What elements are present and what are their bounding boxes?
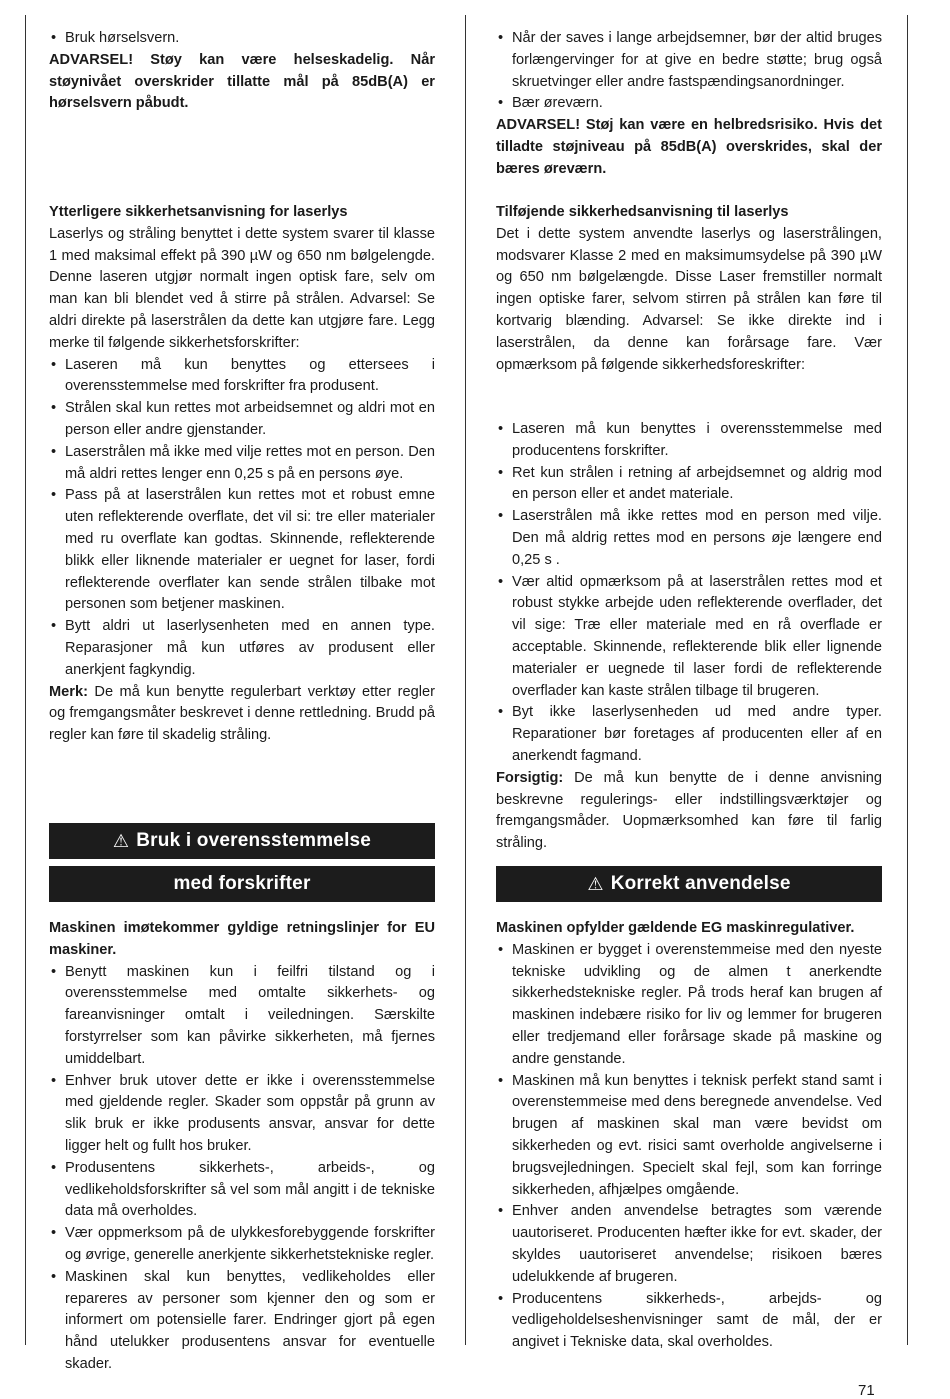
right-laser-section — [496, 202, 882, 376]
section-band-intended-use — [49, 823, 435, 859]
list-item: • Producentens sikkerheds-, arbejds- og vedligeholdelseshenvisninger samt de mål, der er angivet i Tekniske data, skal overholdes. — [496, 1289, 882, 1354]
laser-paragraph: Laserlys og stråling benyttet i dette system svarer til klasse 1 med maksimal effekt på 390 µW og 650 nm bølgelengde. Denne laseren utgjør normalt ingen optisk fare, selv om man kan bli blendet ved å stirre på strålen. Advarsel: Se aldri direkte på laserstrålen da dette kan utgjøre fare. Legg merke til følgende sikkerhetsforskrifter: — [49, 225, 435, 351]
list-item: • Strålen skal kun rettes mot arbeidsemnet og aldri mot en person eller andre gjenstander. — [49, 398, 435, 442]
caution-paragraph — [496, 768, 882, 855]
list-item: • Maskinen må kun benyttes i teknisk perfekt stand samt i overenstemmeise med dens beregnede anvendelse. Ved brugen af maskinen skal man være bevidst om sikkerheden og evt. risici samt overholde angivelserne i brugsvejledningen. Specielt skal fejl, som kan forringe sikkerheden, afhjælpes omgående. — [496, 1071, 882, 1202]
right-eg-section — [496, 918, 882, 1354]
noise-warning: ADVARSEL! Støj kan være en helbredsrisiko. Hvis det tilladte støjniveau på 85dB(A) overskrides, skal der bæres øreværn. — [496, 117, 882, 177]
laser-paragraph: Det i dette system anvendte laserlys og laserstrålingen, modsvarer Klasse 2 med en maksimumsydelse på 390 µW og 650 nm bølgelængde. Disse Laser fremstiller normalt ingen optiske farer, selvom stirren på strålen kan føre til kortvarig blænding. Advarsel: Se ikke direkte ind i laserstrålen, da denne kan forårsage fare. Vær opmærksom på følgende sikkerhedsforeskrifter: — [496, 225, 882, 373]
list-item: • Laserstrålen må ikke med vilje rettes mot en person. Den må aldri rettes lenger enn 0,25 s på en persons øye. — [49, 442, 435, 486]
note-paragraph — [49, 682, 435, 747]
left-laser-section — [49, 202, 435, 747]
left-intro — [49, 28, 435, 115]
laser-bullet-list — [49, 355, 435, 682]
right-intro — [496, 28, 882, 181]
hearing-bullet-list — [49, 28, 435, 50]
list-item: • Enhver anden anvendelse betragtes som værende uautoriseret. Producenten hæfter ikke for evt. skader, der skyldes uautoriseret anvendelse; risikoen bæres udelukkende af brugeren. — [496, 1201, 882, 1288]
list-item: • Bytt aldri ut laserlysenheten med en annen type. Reparasjoner må kun utføres av produsent eller anerkjent fagkyndig. — [49, 616, 435, 681]
list-item: • Laseren må kun benyttes i overensstemmelse med producentens forskrifter. — [496, 419, 882, 463]
list-item: • Ret kun strålen i retning af arbejdsemnet og aldrig mod en person eller et andet materiale. — [496, 463, 882, 507]
caution-text: De må kun benytte de i denne anvisning beskrevne regulerings- eller indstillingsværktøjer og fremgangsmåder. Uopmærksomhed kan føre til farlig stråling. — [496, 769, 882, 852]
list-item: • Pass på at laserstrålen kun rettes mot et robust emne uten reflekterende overflate, det vil si: tre eller materialer med ru overflate kan godtas. Skinnende, reflekterende blikk eller liknende materialer er uegnet for laser, fordi reflekterende overflater kan sende strålen tilbake mot personen som betjener maskinen. — [49, 485, 435, 616]
laser-bullet-list — [496, 419, 882, 768]
right-laser-bullets — [496, 419, 882, 855]
warning-triangle-icon: ⚠ — [112, 830, 130, 851]
list-item: • Bruk hørselsvern. — [49, 28, 435, 50]
list-item: • Bær øreværn. — [496, 93, 882, 115]
eu-heading: Maskinen imøtekommer gyldige retningslinjer for EU maskiner. — [49, 920, 435, 958]
column-rule-left — [25, 15, 26, 1345]
eu-bullet-list — [49, 962, 435, 1376]
list-item: • Vær altid opmærksom på at laserstrålen rettes mod et robust stykke arbejde uden reflekterende overflader, det vil sige: Træ eller materiale med en rå overflade er acceptable. Skinnende, reflekterende blik eller lignende materialer er uegnede til laser fordi de reflekterende overflader kan kaste strålen tilbage til brugeren. — [496, 572, 882, 703]
note-text: De må kun benytte regulerbart verktøy etter regler og fremgangsmåter beskrevet i denne rettledning. Brudd på regler kan føre til skadelig stråling. — [49, 683, 435, 744]
note-label: Merk: — [49, 683, 88, 700]
caution-label: Forsigtig: — [496, 769, 564, 786]
list-item: • Byt ikke laserlysenheden ud med andre typer. Reparationer bør foretages af producenten eller af en anerkendt fagmand. — [496, 702, 882, 767]
band-title: med forskrifter — [173, 873, 311, 894]
page-number: 71 — [858, 1382, 875, 1399]
band-title: Korrekt anvendelse — [610, 873, 791, 894]
band-title: Bruk i overensstemmelse — [136, 830, 372, 851]
eg-bullet-list — [496, 940, 882, 1354]
list-item: • Produsentens sikkerhets-, arbeids-, og vedlikeholdsforskrifter så vel som mål angitt i de tekniske data må overholdes. — [49, 1158, 435, 1223]
section-band-regulations — [49, 866, 435, 902]
column-rule-center — [465, 15, 466, 1345]
left-eu-section — [49, 918, 435, 1376]
column-rule-right — [907, 15, 908, 1345]
laser-heading: Tilføjende sikkerhedsanvisning til laserlys — [496, 204, 789, 220]
list-item: • Laseren må kun benyttes og ettersees i overensstemmelse med forskrifter fra produsent. — [49, 355, 435, 399]
list-item: • Maskinen er bygget i overenstemmeise med den nyeste tekniske udvikling og de almen t anerkendte sikkerhedstekniske regler. På trods heraf kan brugen af maskinen indebære risiko for liv og lemmer for brugeren eller tredjemand eller forårsage skade på maskine og andre genstande. — [496, 940, 882, 1071]
list-item: • Laserstrålen må ikke rettes mod en person med vilje. Den må aldrig rettes mod en persons øje længere end 0,25 s . — [496, 506, 882, 571]
section-band-correct-use — [496, 866, 882, 902]
saw-bullet-list — [496, 28, 882, 115]
list-item: • Når der saves i lange arbejdsemner, bør der altid bruges forlængervinger for at give en bedre støtte; brug også skruetvinger eller andre fastspændingsanordninger. — [496, 28, 882, 93]
warning-triangle-icon: ⚠ — [587, 873, 604, 894]
noise-warning: ADVARSEL! Støy kan være helseskadelig. Når støynivået overskrider tillatte mål på 85dB(A) er hørselsvern påbudt. — [49, 51, 435, 112]
eg-heading: Maskinen opfylder gældende EG maskinregulativer. — [496, 920, 855, 936]
list-item: • Enhver bruk utover dette er ikke i overensstemmelse med gjeldende regler. Skader som oppstår på grunn av slik bruk er ikke produsents ansvar, ansvar for dette ligger helt og fullt hos bruker. — [49, 1071, 435, 1158]
list-item: • Benytt maskinen kun i feilfri tilstand og i overensstemmelse med omtalte sikkerhets- og fareanvisninger omtalt i veiledningen. Særskilte forstyrrelser som kan påvirke sikkerheten, må fjernes umiddelbart. — [49, 962, 435, 1071]
list-item: • Vær oppmerksom på de ulykkesforebyggende forskrifter og øvrige, generelle anerkjente sikkerhetstekniske regler. — [49, 1223, 435, 1267]
list-item: • Maskinen skal kun benyttes, vedlikeholdes eller repareres av personer som kjenner den og som er informert om potensielle farer. Endringer gjort på egen hånd utelukker produsentens ansvar for eventuelle skader. — [49, 1267, 435, 1376]
laser-heading: Ytterligere sikkerhetsanvisning for laserlys — [49, 204, 348, 220]
